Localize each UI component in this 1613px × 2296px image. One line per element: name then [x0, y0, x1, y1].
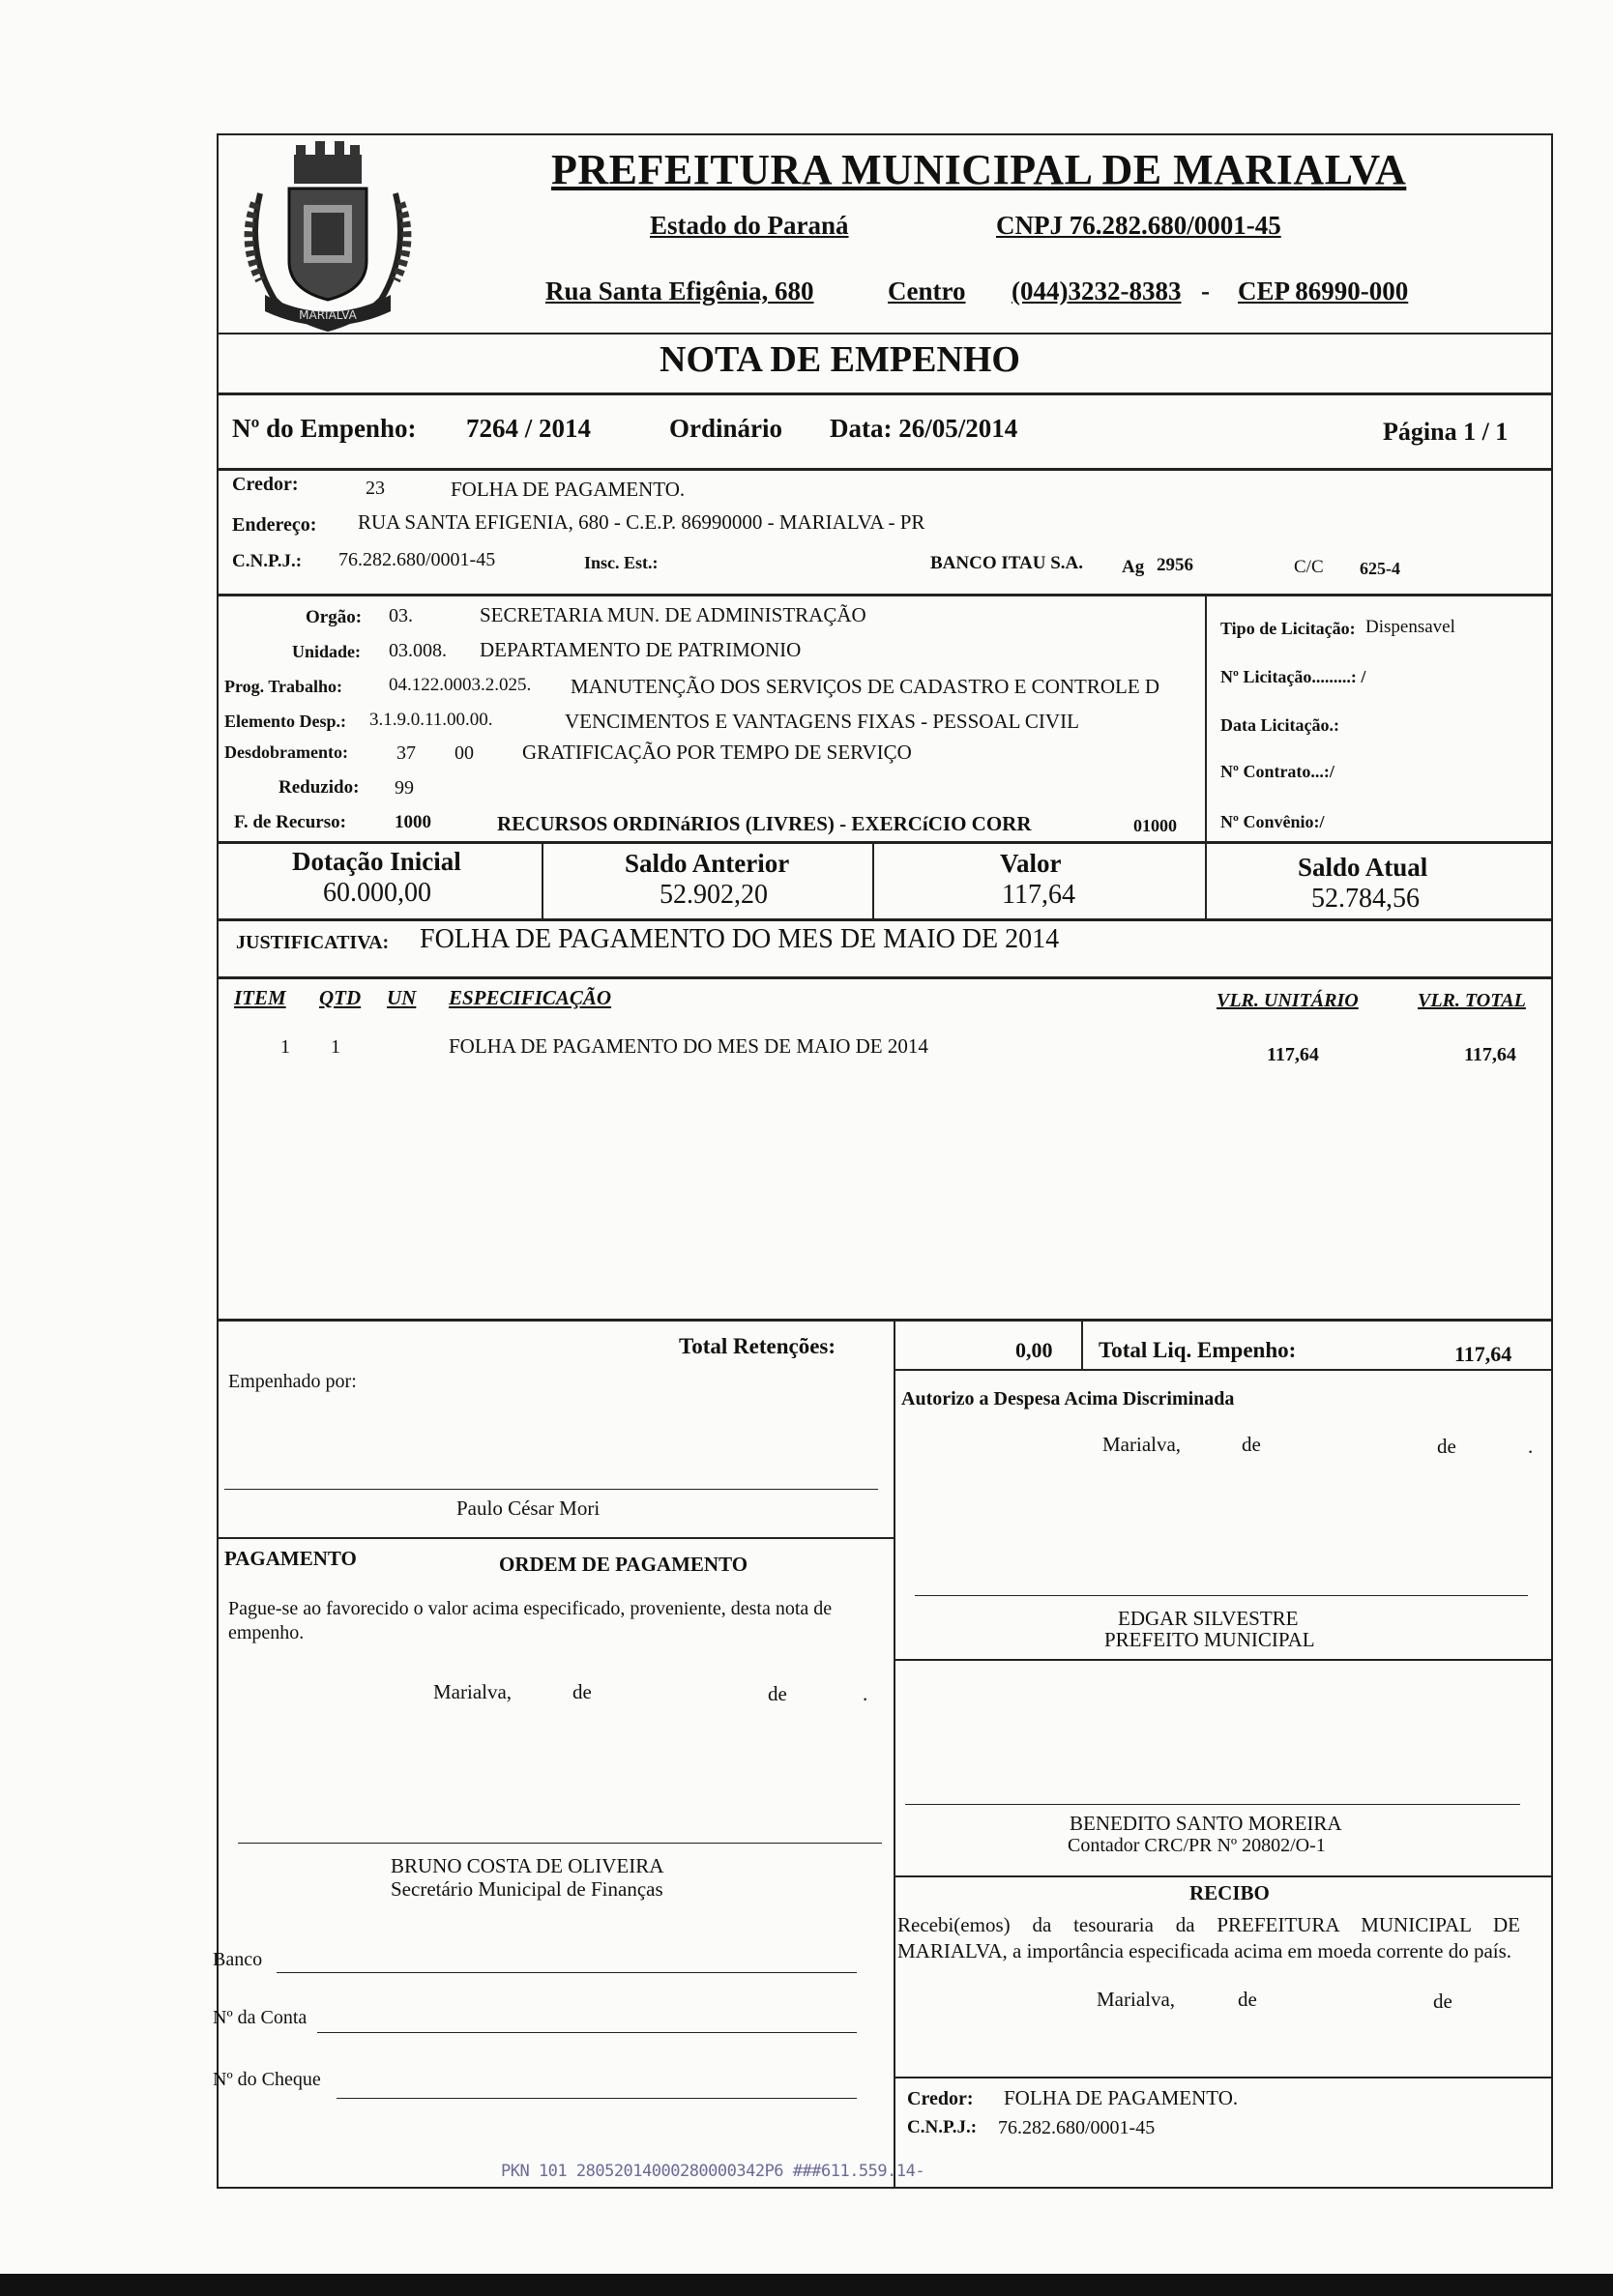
divider: [872, 841, 874, 918]
credor-cnpj: 76.282.680/0001-45: [338, 549, 496, 570]
divider: [894, 1659, 1553, 1661]
autorizo-dot: .: [1528, 1435, 1534, 1458]
recibo-de2: de: [1433, 1990, 1452, 2013]
divider: [1205, 841, 1207, 918]
recibo-de1: de: [1238, 1988, 1257, 2011]
licitacao-type-label: Tipo de Licitação:: [1220, 619, 1356, 638]
recurso-name: RECURSOS ORDINáRIOS (LIVRES) - EXERCíCIO CORR: [497, 812, 1032, 835]
valor-value: 117,64: [1002, 880, 1075, 910]
divider: [894, 1319, 895, 1369]
footer-code: PKN 101 28052014000280000342P6 ###611.559.14-: [501, 2162, 925, 2181]
divider: [894, 1369, 895, 2189]
row-especificacao: FOLHA DE PAGAMENTO DO MES DE MAIO DE 2014: [449, 1034, 928, 1058]
licitacao-number: Nº Licitação.........: /: [1220, 667, 1366, 686]
pagamento-label: PAGAMENTO: [224, 1547, 357, 1570]
empenho-type: Ordinário: [669, 414, 783, 443]
reduzido-value: 99: [395, 777, 414, 799]
orgao-label: Orgão:: [306, 607, 363, 627]
col-vlr-unitario: VLR. UNITÁRIO: [1217, 990, 1359, 1011]
insc-label: Insc. Est.:: [584, 553, 659, 572]
header-cep: CEP 86990-000: [1238, 276, 1409, 305]
prog-code: 04.122.0003.2.025.: [389, 675, 532, 695]
col-vlr-total: VLR. TOTAL: [1418, 990, 1526, 1011]
pagamento-de1: de: [572, 1680, 592, 1703]
divider: [1081, 1319, 1083, 1369]
orgao-name: SECRETARIA MUN. DE ADMINISTRAÇÃO: [480, 603, 866, 626]
city-crest-icon: [236, 135, 420, 338]
bank-cc: 625-4: [1360, 559, 1400, 578]
empenho-label: Nº do Empenho:: [232, 414, 417, 443]
recibo-city: Marialva,: [1097, 1988, 1176, 2011]
divider: [217, 1319, 1553, 1322]
divider: [217, 468, 1553, 471]
justificativa-text: FOLHA DE PAGAMENTO DO MES DE MAIO DE 2014: [420, 924, 1060, 954]
autorizo-de1: de: [1242, 1433, 1261, 1456]
prefeito-name: EDGAR SILVESTRE: [1118, 1607, 1299, 1630]
address-label: Endereço:: [232, 514, 317, 536]
recurso-code2: 01000: [1133, 816, 1177, 835]
justificativa-label: JUSTIFICATIVA:: [236, 932, 390, 953]
recibo-text: Recebi(emos) da tesouraria da PREFEITURA MUNICIPAL DE MARIALVA, a importância especificada acima em moeda corrente do país.: [897, 1913, 1520, 1962]
divider: [1205, 594, 1207, 841]
empenhado-label: Empenhado por:: [228, 1371, 357, 1392]
banco-field[interactable]: [277, 1972, 857, 1973]
header-district: Centro: [888, 276, 966, 305]
elemento-name: VENCIMENTOS E VANTAGENS FIXAS - PESSOAL CIVIL: [565, 710, 1079, 733]
bank-ag-label: Ag: [1122, 557, 1145, 577]
liquido-value: 117,64: [1454, 1342, 1512, 1366]
page-number: Página 1 / 1: [1383, 418, 1509, 446]
pagamento-city: Marialva,: [433, 1680, 513, 1703]
credor-cnpj-label: C.N.P.J.:: [232, 551, 303, 571]
recurso-code: 1000: [395, 812, 431, 832]
signature-line: [224, 1489, 878, 1490]
divider: [894, 2077, 1553, 2078]
header-address: Rua Santa Efigênia, 680: [545, 276, 814, 305]
recibo-credor: FOLHA DE PAGAMENTO.: [1004, 2086, 1239, 2109]
pagamento-text: Pague-se ao favorecido o valor acima especificado, proveniente, desta nota de empenho.: [228, 1598, 833, 1643]
autorizo-de2: de: [1437, 1435, 1456, 1458]
page-title: PREFEITURA MUNICIPAL DE MARIALVA: [551, 146, 1407, 193]
divider: [217, 841, 1553, 844]
credor-address: RUA SANTA EFIGENIA, 680 - C.E.P. 86990000 - MARIALVA - PR: [358, 510, 925, 534]
desdobramento-a: 37: [396, 742, 416, 764]
ordem-pagamento-label: ORDEM DE PAGAMENTO: [499, 1553, 748, 1576]
divider: [217, 976, 1553, 979]
divider: [217, 1537, 894, 1539]
signature-line: [905, 1804, 1520, 1805]
col-item: ITEM: [234, 986, 286, 1009]
signature-line: [238, 1843, 882, 1844]
cheque-label: Nº do Cheque: [213, 2069, 321, 2090]
empenhado-name: Paulo César Mori: [456, 1497, 601, 1520]
desdobramento-label: Desdobramento:: [224, 742, 348, 762]
row-vlr-total: 117,64: [1464, 1044, 1516, 1065]
svg-text:MARIALVA: MARIALVA: [299, 308, 357, 322]
unidade-code: 03.008.: [389, 640, 447, 661]
header-phone: (044)3232-8383: [1012, 276, 1182, 305]
signature-line: [915, 1595, 1528, 1596]
valor-label: Valor: [1000, 849, 1062, 878]
divider: [894, 1369, 1553, 1371]
reduzido-label: Reduzido:: [279, 777, 360, 798]
document-title: NOTA DE EMPENHO: [660, 339, 1020, 380]
licitacao-type: Dispensavel: [1365, 617, 1455, 637]
saldo-atual-value: 52.784,56: [1311, 884, 1420, 914]
divider: [217, 594, 1553, 596]
contador-role: Contador CRC/PR Nº 20802/O-1: [1068, 1835, 1326, 1856]
dotacao-value: 60.000,00: [323, 878, 431, 908]
elemento-label: Elemento Desp.:: [224, 712, 346, 731]
divider: [542, 841, 543, 918]
row-vlr-unitario: 117,64: [1267, 1044, 1319, 1065]
retencoes-value: 0,00: [1015, 1338, 1053, 1362]
cheque-field[interactable]: [337, 2098, 857, 2099]
desdobramento-name: GRATIFICAÇÃO POR TEMPO DE SERVIÇO: [522, 741, 912, 764]
licitacao-date: Data Licitação.:: [1220, 715, 1339, 735]
state-name: Estado do Paraná: [650, 211, 849, 240]
empenho-date: Data: 26/05/2014: [830, 414, 1018, 443]
col-qtd: QTD: [319, 986, 362, 1009]
retencoes-label: Total Retenções:: [679, 1334, 836, 1358]
orgao-code: 03.: [389, 605, 413, 626]
pagamento-dot: .: [863, 1682, 868, 1705]
recurso-label: F. de Recurso:: [234, 812, 346, 832]
bank-ag: 2956: [1157, 555, 1193, 575]
secretario-name: BRUNO COSTA DE OLIVEIRA: [391, 1854, 664, 1877]
saldo-atual-label: Saldo Atual: [1298, 853, 1428, 882]
unidade-label: Unidade:: [292, 642, 362, 661]
autorizo-city: Marialva,: [1102, 1433, 1182, 1456]
divider: [217, 918, 1553, 921]
empenho-number: 7264 / 2014: [466, 414, 592, 443]
contrato-number: Nº Contrato...:/: [1220, 762, 1334, 781]
credor-label: Credor:: [232, 474, 299, 495]
divider: [217, 333, 1553, 334]
secretario-role: Secretário Municipal de Finanças: [391, 1877, 663, 1901]
bank-name: BANCO ITAU S.A.: [930, 553, 1084, 573]
credor-name: FOLHA DE PAGAMENTO.: [451, 478, 686, 501]
credor-code: 23: [366, 478, 385, 499]
row-qtd: 1: [331, 1036, 340, 1058]
row-item: 1: [280, 1036, 290, 1058]
unidade-name: DEPARTAMENTO DE PATRIMONIO: [480, 638, 802, 661]
saldo-anterior-value: 52.902,20: [660, 880, 768, 910]
header-cnpj: CNPJ 76.282.680/0001-45: [996, 211, 1281, 240]
desdobramento-b: 00: [455, 742, 474, 764]
autorizo-text: Autorizo a Despesa Acima Discriminada: [901, 1388, 1235, 1410]
recibo-title: RECIBO: [1189, 1881, 1270, 1904]
pagamento-de2: de: [768, 1682, 787, 1705]
recibo-credor-label: Credor:: [907, 2088, 974, 2109]
convenio-number: Nº Convênio:/: [1220, 812, 1325, 831]
prog-name: MANUTENÇÃO DOS SERVIÇOS DE CADASTRO E CONTROLE D: [571, 675, 1160, 698]
dotacao-label: Dotação Inicial: [292, 847, 461, 876]
banco-label: Banco: [213, 1949, 263, 1970]
saldo-anterior-label: Saldo Anterior: [625, 849, 790, 878]
prefeito-role: PREFEITO MUNICIPAL: [1104, 1628, 1315, 1651]
divider: [894, 1875, 1553, 1877]
col-especificacao: ESPECIFICAÇÃO: [449, 986, 612, 1009]
recibo-cnpj: 76.282.680/0001-45: [998, 2117, 1156, 2138]
liquido-label: Total Liq. Empenho:: [1099, 1338, 1297, 1362]
scan-edge: [0, 2274, 1613, 2296]
bank-cc-label: C/C: [1294, 557, 1324, 577]
recibo-cnpj-label: C.N.P.J.:: [907, 2117, 978, 2137]
header-separator: -: [1201, 276, 1210, 305]
col-un: UN: [387, 986, 417, 1009]
divider: [217, 392, 1553, 395]
prog-label: Prog. Trabalho:: [224, 677, 343, 696]
contador-name: BENEDITO SANTO MOREIRA: [1070, 1812, 1342, 1835]
conta-field[interactable]: [317, 2032, 857, 2033]
conta-label: Nº da Conta: [213, 2007, 308, 2028]
elemento-code: 3.1.9.0.11.00.00.: [369, 710, 493, 730]
